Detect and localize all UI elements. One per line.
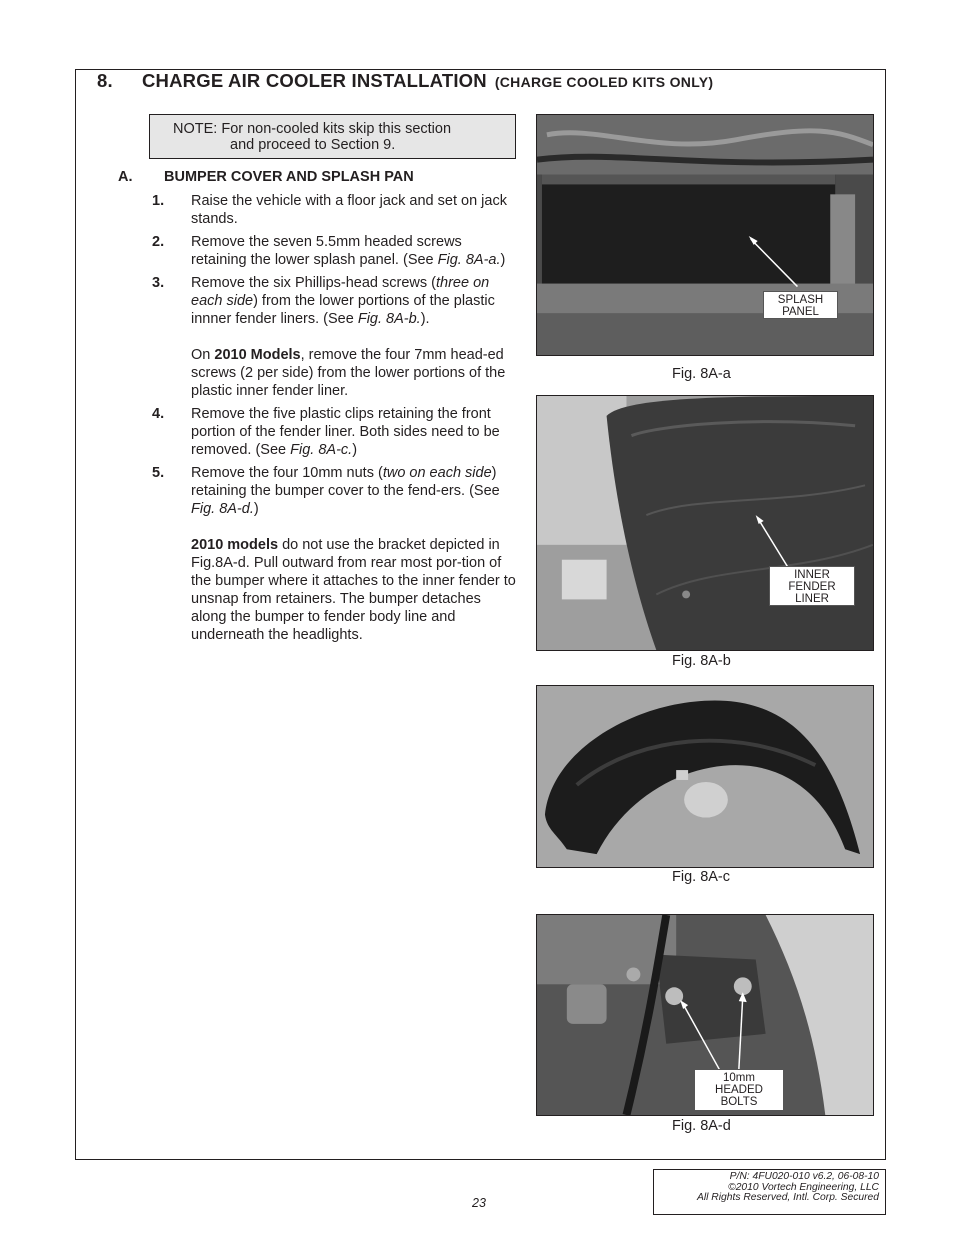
figure-8a-d-photo: [536, 914, 874, 1116]
section-title: CHARGE AIR COOLER INSTALLATION: [142, 70, 487, 91]
figure-8a-b-caption: Fig. 8A-b: [672, 653, 731, 669]
step-text: Raise the vehicle with a floor jack and set on jack stands.: [191, 193, 507, 227]
step-number: 1.: [152, 193, 165, 209]
figure-reference: Fig. 8A-d.: [191, 501, 254, 517]
figure-8a-d-caption: Fig. 8A-d: [672, 1118, 731, 1134]
note-box: [149, 114, 516, 159]
step-number: 3.: [152, 275, 165, 291]
step-text: Remove the four 10mm nuts (: [191, 465, 383, 481]
label-line: BOLTS: [720, 1096, 758, 1108]
step-text: ) from the lower portions of the plastic innner fender liners. (See: [191, 293, 495, 327]
label-line: FENDER: [788, 581, 836, 593]
step-1: [152, 192, 516, 228]
step-number: 2.: [152, 234, 165, 250]
emphasis-text: two on each side: [382, 465, 492, 481]
rights-notice: All Rights Reserved, Intl. Corp. Secured: [697, 1192, 879, 1203]
step-text: Remove the seven 5.5mm headed screws retaining the lower splash panel. (See: [191, 234, 462, 268]
subsection-title: BUMPER COVER AND SPLASH PAN: [164, 169, 414, 185]
bold-text: 2010 Models: [214, 347, 301, 363]
inner-fender-liner-label: [769, 566, 855, 606]
step-text: ) retaining the bumper cover to the fend-ers. (See: [191, 465, 500, 499]
subsection-heading: [118, 169, 414, 185]
figure-8a-a-photo: [536, 114, 874, 356]
emphasis-text: three on each side: [191, 275, 490, 309]
label-line: INNER: [794, 569, 830, 581]
section-heading: [97, 70, 713, 92]
step-2: [152, 233, 516, 269]
note-line-1: NOTE: For non-cooled kits skip this section: [173, 121, 452, 137]
figure-8a-b-photo: [536, 395, 874, 651]
step-text: , remove the four 7mm head-ed screws (2 per side) from the lower portions of the plastic inner fender liner.: [191, 347, 506, 399]
bold-text: 2010 models: [191, 537, 279, 553]
step-text: ): [500, 252, 506, 268]
step-number: 5.: [152, 465, 165, 481]
section-number: 8.: [97, 70, 113, 91]
step-note-paragraph: [191, 346, 516, 400]
fender-liner-clips-photo: [537, 686, 873, 867]
subsection-letter: A.: [118, 169, 133, 185]
label-line: 10mm: [723, 1072, 755, 1084]
part-number: P/N: 4FU020-010 v6.2, 06-08-10: [729, 1171, 879, 1182]
step-number: 4.: [152, 406, 165, 422]
step-text: do not use the bracket depicted in Fig.8A-d. Pull outward from rear most por-tion of the bumper where it attaches to the inner fender to unsnap from retainers. The bumper detaches along the bumper to fender body line and underneath the headlights.: [191, 537, 516, 643]
page-number: 23: [472, 1196, 486, 1210]
figure-reference: Fig. 8A-b.: [357, 311, 421, 327]
step-3: [152, 274, 516, 400]
figure-8a-c-photo: [536, 685, 874, 868]
step-text: ): [253, 501, 259, 517]
step-4: [152, 405, 516, 459]
step-text: ).: [420, 311, 430, 327]
figure-reference: Fig. 8A-c.: [290, 442, 353, 458]
label-line: SPLASH: [777, 294, 824, 306]
label-line: PANEL: [782, 306, 819, 318]
step-text: Remove the six Phillips-head screws (: [191, 275, 436, 291]
step-text: ): [352, 442, 358, 458]
step-5: [152, 464, 516, 644]
note-line-2: and proceed to Section 9.: [230, 137, 396, 153]
figure-8a-a-caption: Fig. 8A-a: [672, 366, 731, 382]
step-list: [152, 192, 516, 649]
step-text: On: [191, 347, 215, 363]
label-line: HEADED: [715, 1084, 763, 1096]
figure-reference: Fig. 8A-a.: [437, 252, 501, 268]
copyright: ©2010 Vortech Engineering, LLC: [728, 1181, 879, 1193]
figure-8a-c-caption: Fig. 8A-c: [672, 869, 731, 885]
headed-bolts-label: [694, 1069, 784, 1111]
step-note-paragraph: [191, 536, 516, 644]
splash-panel-photo: [537, 115, 873, 355]
label-line: LINER: [795, 593, 829, 605]
inner-fender-liner-photo: [537, 396, 873, 650]
splash-panel-label: [763, 291, 838, 319]
section-subtitle: (CHARGE COOLED KITS ONLY): [494, 74, 714, 90]
step-text: Remove the five plastic clips retaining the front portion of the fender liner. Both sides need to be removed. (See: [191, 406, 500, 458]
part-number-box: [653, 1169, 886, 1215]
